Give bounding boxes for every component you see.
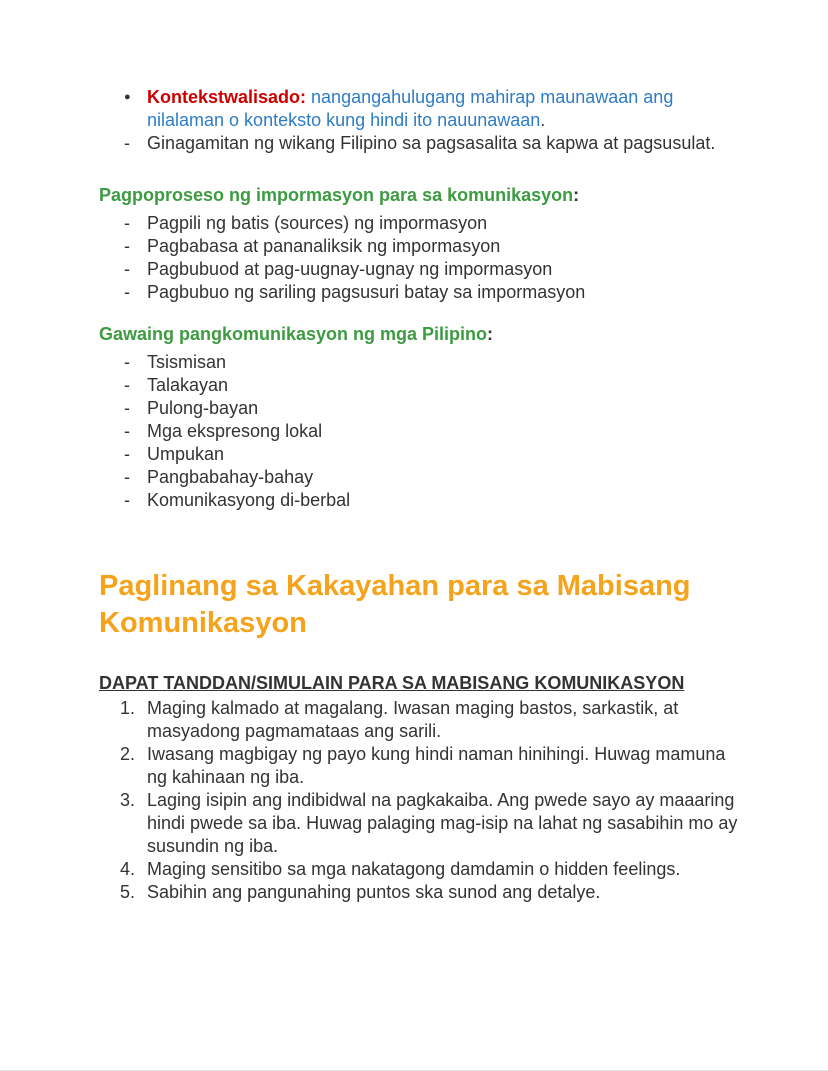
section-heading <box>99 184 742 207</box>
dash-item-text: Ginagamitan ng wikang Filipino sa pagsasalita sa kapwa at pagsusulat. <box>147 133 716 153</box>
numbered-item-text: Laging isipin ang indibidwal na pagkakaiba. Ang pwede sayo ay maaaring hindi pwede sa iba. Huwag palaging mag-isip na lahat ng sasabihin mo ay susundin ng iba. <box>147 790 738 856</box>
list-item-text: Umpukan <box>147 444 225 464</box>
numbered-item-text: Maging kalmado at magalang. Iwasan maging bastos, sarkastik, at masyadong pagmamataas ang sarili. <box>147 698 679 741</box>
dash-marker: - <box>124 282 130 302</box>
rules-heading: DAPAT TANDDAN/SIMULAIN PARA SA MABISANG KOMUNIKASYON <box>99 673 685 693</box>
list-item <box>99 212 742 235</box>
dash-marker: - <box>124 236 130 256</box>
bullet-marker-icon: ● <box>124 91 131 103</box>
numbered-item <box>99 743 742 789</box>
number-marker: 4. <box>120 859 136 879</box>
section-heading <box>99 323 742 346</box>
dash-marker: - <box>124 259 130 279</box>
dash-marker: - <box>124 352 130 372</box>
section-gawaing-pangkomunikasyon <box>99 323 742 512</box>
numbered-item-text: Maging sensitibo sa mga nakatagong damdamin o hidden feelings. <box>147 859 681 879</box>
bullet-item-kontekstwalisado <box>99 86 742 132</box>
list-item-text: Pagbubuo ng sariling pagsusuri batay sa impormasyon <box>147 282 586 302</box>
list-item <box>99 281 742 304</box>
list-item-text: Pangbabahay-bahay <box>147 467 314 487</box>
list-item <box>99 374 742 397</box>
dash-marker: - <box>124 421 130 441</box>
dash-marker: - <box>124 375 130 395</box>
section-rules <box>99 672 742 904</box>
list-item-text: Pagbabasa at pananaliksik ng impormasyon <box>147 236 501 256</box>
list-item <box>99 351 742 374</box>
bullet-item-text <box>147 86 742 132</box>
section-heading-text: Pagpoproseso ng impormasyon para sa komunikasyon <box>99 185 574 205</box>
list-item <box>99 443 742 466</box>
page-title: Paglinang sa Kakayahan para sa Mabisang Komunikasyon <box>99 570 691 639</box>
dash-item <box>99 132 742 155</box>
list-item <box>99 489 742 512</box>
number-marker: 3. <box>120 790 136 810</box>
list-item <box>99 397 742 420</box>
dash-marker: - <box>124 398 130 418</box>
numbered-item <box>99 697 742 743</box>
section-heading-colon: : <box>487 324 494 344</box>
list-item-text: Mga ekspresong lokal <box>147 421 323 441</box>
term-kontekstwalisado: Kontekstwalisado: <box>147 87 307 107</box>
number-marker: 2. <box>120 744 136 764</box>
dash-marker: - <box>124 467 130 487</box>
sentence-period: . <box>540 110 546 130</box>
definition-text: nangangahulugang mahirap maunawaan ang nilalaman o konteksto kung hindi ito nauunawaan <box>147 87 674 130</box>
numbered-item <box>99 858 742 881</box>
dash-marker: - <box>124 490 130 510</box>
list-item-text: Tsismisan <box>147 352 227 372</box>
dash-marker: - <box>124 444 130 464</box>
numbered-item-text: Iwasang magbigay ng payo kung hindi naman hinihingi. Huwag mamuna ng kahinaan ng iba. <box>147 744 726 787</box>
list-item-text: Komunikasyong di-berbal <box>147 490 351 510</box>
dash-marker: - <box>124 133 130 153</box>
list-item-text: Pulong-bayan <box>147 398 259 418</box>
intro-block <box>99 86 742 155</box>
list-item-text: Pagpili ng batis (sources) ng impormasyon <box>147 213 488 233</box>
list-item-text: Pagbubuod at pag-uugnay-ugnay ng impormasyon <box>147 259 553 279</box>
numbered-item <box>99 789 742 858</box>
list-item <box>99 235 742 258</box>
list-item <box>99 258 742 281</box>
number-marker: 5. <box>120 882 136 902</box>
numbered-item-text: Sabihin ang pangunahing puntos ska sunod ang detalye. <box>147 882 601 902</box>
list-item <box>99 466 742 489</box>
dash-marker: - <box>124 213 130 233</box>
section-pagpoproseso <box>99 184 742 304</box>
section-heading-colon: : <box>573 185 580 205</box>
section-heading-text: Gawaing pangkomunikasyon ng mga Pilipino <box>99 324 488 344</box>
number-marker: 1. <box>120 698 136 718</box>
list-item-text: Talakayan <box>147 375 229 395</box>
list-item <box>99 420 742 443</box>
numbered-item <box>99 881 742 904</box>
